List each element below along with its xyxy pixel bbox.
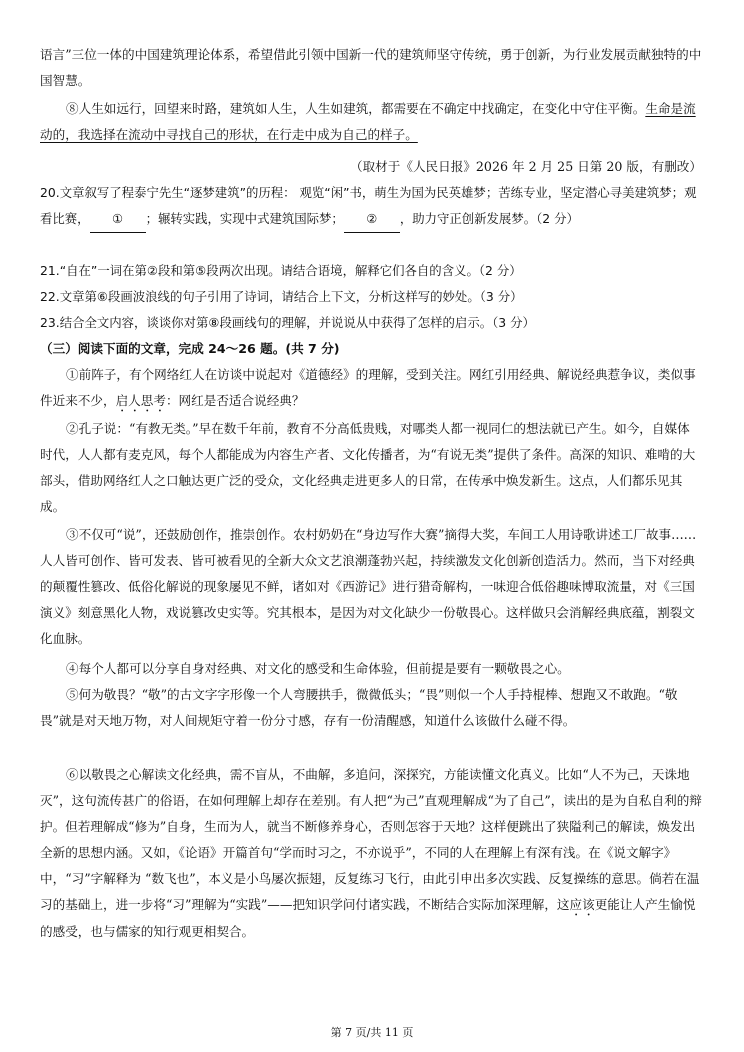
article-paragraph-6 <box>40 762 702 945</box>
article-paragraph-1-text-a: ①前阵子，有个网络红人在访谈中说起对《道德经》的理解，受到关注。网红引用经典、解说经典惹争议，类似事件近来不少， <box>40 367 696 408</box>
article-paragraph-1-text-b: ：网红是否适合说经典？ <box>165 393 305 408</box>
question-20-text-b: ；辗转实践，实现中式建筑国际梦； <box>145 211 344 226</box>
article-paragraph-5: ⑤何为敬畏？“敬”的古文字字形像一个人弯腰拱手，微微低头；“畏”则似一个人手持棍棒、想跑又不敢跑。“敬畏”就是对天地万物，对人间规矩守着一份分寸感，存有一份清醒感，知道什么该做什么碰不得。 <box>40 687 678 728</box>
article-paragraph-1 <box>40 362 702 415</box>
paragraph-8-text: ⑧人生如远行，回望来时路，建筑如人生，人生如建筑，都需要在不确定中找确定，在变化中守住平衡。 <box>66 101 646 116</box>
article-paragraph-6-text-b: 更能让人产生愉悦的感受，也与儒家的知行观更相契合。 <box>40 897 696 939</box>
article-paragraph-4: ④每个人都可以分享自身对经典、对文化的感受和生命体验，但前提是要有一颗敬畏之心。 <box>66 661 570 676</box>
page-footer: 第 7 页/共 11 页 <box>330 1026 414 1039</box>
dotted-phrase-1: 启人思考 <box>115 393 166 408</box>
question-22: 22.文章第⑥段画波浪线的句子引用了诗词，请结合上下文，分析这样写的妙处。（3 分） <box>40 289 523 304</box>
question-20-text-a: 20.文章叙写了程泰宁先生“逐梦建筑”的历程： 观览“闲”书，萌生为国为民英雄梦；苦练专业，坚定潜心寻美建筑梦；观看比赛， <box>40 185 697 226</box>
question-23: 23.结合全文内容，谈谈你对第⑧段画线句的理解，并说说从中获得了怎样的启示。（3 分） <box>40 315 535 330</box>
article-paragraph-2: ②孔子说：“有教无类。”早在数千年前，教育不分高低贵贱，对哪类人都一视同仁的想法就已产生。如今，自媒体时代，人人都有麦克风，每个人都能成为内容生产者、文化传播者，为“有说无类”提供了条件。高深的知识、难啃的大部头，借助网络红人之口触达更广泛的受众，文化经典走进更多人的日常，在传承中焕发新生。这点，人们都乐见其成。 <box>40 421 696 514</box>
dotted-phrase-2: 应该 <box>569 897 595 912</box>
article-paragraph-3: ③不仅可“说”，还鼓励创作，推崇创作。农村奶奶在“身边写作大赛”摘得大奖，车间工人用诗歌讲述工厂故事……人人皆可创作、皆可发表、皆可被看见的全新大众文艺浪潮蓬勃兴起，持续激发文化创新创造活力。然而，当下对经典的颠覆性篡改、低俗化解说的现象屡见不鲜，诸如对《西游记》进行猎奇解构，一味迎合低俗趣味博取流量，对《三国演义》刻意黑化人物，戏说篡改史实等。究其根本，是因为对文化缺少一份敬畏心。这样做只会消解经典底蕴，割裂文化血脉。 <box>40 527 697 646</box>
question-20 <box>40 180 702 233</box>
article-paragraph-6-text-a: ⑥以敬畏之心解读文化经典，需不盲从，不曲解，多追问，深探究，方能读懂文化真义。比如“人不为己，天诛地灭”，这句流传甚广的俗语，在如何理解上却存在差别。有人把“为己”直观理解成“为了自己”，读出的是为自私自利的辩护。但若理解成“修为”自身，生而为人，就当不断修养身心，否则怎容于天地？这样便跳出了狭隘利己的解读，焕发出全新的思想内涵。又如，《论语》开篇首句“学而时习之，不亦说乎”，不同的人在理解上有深有浅。在《说文解字》中，“习”字解释为 “数飞也”，本义是小鸟屡次振翅，反复练习飞行，由此引申出多次实践、反复操练的意思。倘若在温习的基础上，进一步将“习”理解为“实践”——把知识学问付诸实践，不断结合实际加深理解，这 <box>40 767 702 912</box>
answer-blank-1[interactable]: ① <box>90 206 146 233</box>
section-3-heading: （三）阅读下面的文章，完成 24～26 题。(共 7 分) <box>40 341 340 356</box>
source-citation: （取材于《人民日报》2026 年 2 月 25 日第 20 版，有删改） <box>349 159 702 174</box>
question-20-text-c: ，助力守正创新发展梦。（2 分） <box>399 211 579 226</box>
paragraph-8-underlined-sentence: 生命是流动的，我选择在流动中寻找自己的形状，在行走中成为自己的样子。 <box>40 101 696 142</box>
continued-paragraph: 语言”三位一体的中国建筑理论体系，希望借此引领中国新一代的建筑师坚守传统，勇于创新，为行业发展贡献独特的中国智慧。 <box>40 47 702 88</box>
answer-blank-2[interactable]: ② <box>344 206 400 233</box>
paragraph-8 <box>40 96 702 148</box>
question-21: 21.“自在”一词在第②段和第⑤段两次出现。请结合语境，解释它们各自的含义。（2 分） <box>40 263 522 278</box>
